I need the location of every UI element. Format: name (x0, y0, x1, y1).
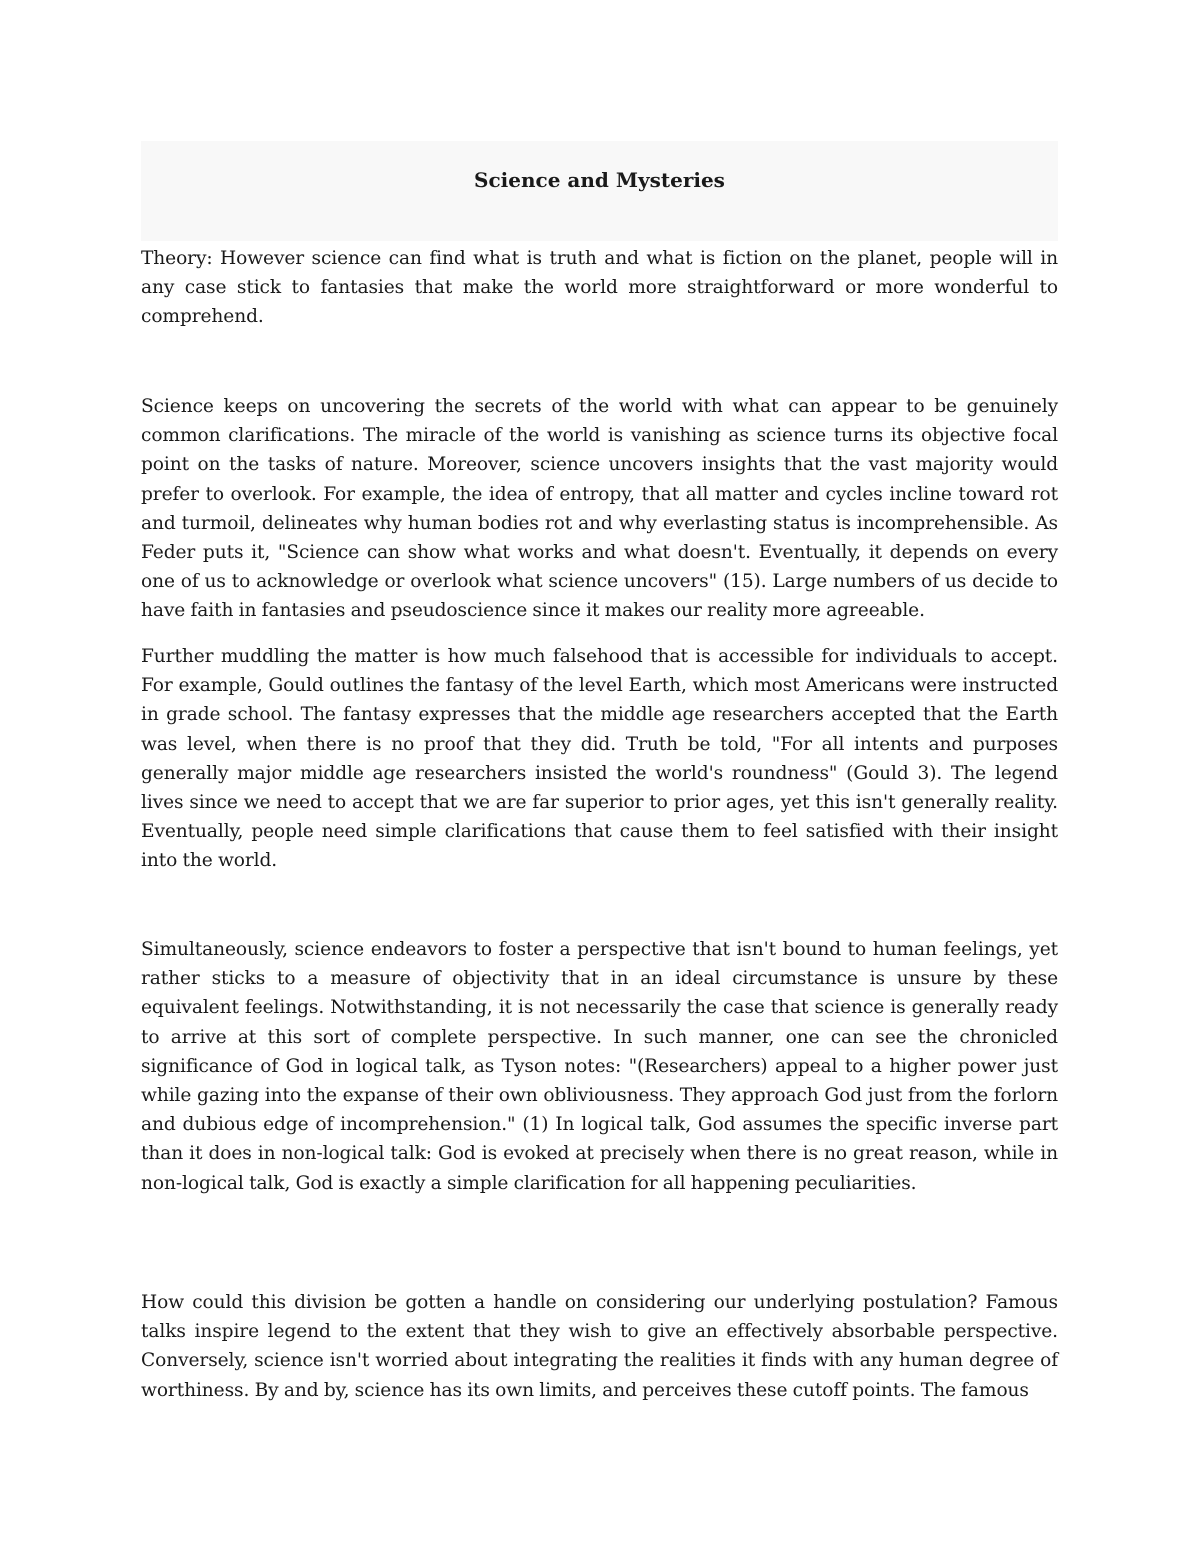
document-title: Science and Mysteries (474, 168, 725, 192)
paragraph-thesis: Theory: However science can find what is truth and what is fiction on the planet, people will in any case stick to fantasies that make the world more straightforward or more wonderful to comprehend. (141, 248, 1058, 328)
paragraph-division: How could this division be gotten a handle on considering our underlying postulation? Famous talks inspire legend to the extent that they wish to give an effectively absorbable perspective. Conversely, science isn't worried about integrating the realities it finds with any human degree of worthiness. By and by, science has its own limits, and perceives these cutoff points. The famous (141, 1292, 1058, 1401)
paragraph-science-secrets: Science keeps on uncovering the secrets of the world with what can appear to be genuinely common clarifications. The miracle of the world is vanishing as science turns its objective focal point on the tasks of nature. Moreover, science uncovers insights that the vast majority would prefer to overlook. For example, the idea of entropy, that all matter and cycles incline toward rot and turmoil, delineates why human bodies rot and why everlasting status is incomprehensible. As Feder puts it, "Science can show what works and what doesn't. Eventually, it depends on every one of us to acknowledge or overlook what science uncovers" (15). Large numbers of us decide to have faith in fantasies and pseudoscience since it makes our reality more agreeable. (141, 396, 1058, 622)
paragraph-falsehood: Further muddling the matter is how much falsehood that is accessible for individuals to accept. For example, Gould outlines the fantasy of the level Earth, which most Americans were instructed in grade school. The fantasy expresses that the middle age researchers accepted that the Earth was level, when there is no proof that they did. Truth be told, "For all intents and purposes generally major middle age researchers insisted the world's roundness" (Gould 3). The legend lives since we need to accept that we are far superior to prior ages, yet this isn't generally reality. Eventually, people need simple clarifications that cause them to feel satisfied with their insight into the world. (141, 646, 1058, 872)
title-band (141, 141, 1058, 241)
paragraph-objectivity: Simultaneously, science endeavors to foster a perspective that isn't bound to human feelings, yet rather sticks to a measure of objectivity that in an ideal circumstance is unsure by these equivalent feelings. Notwithstanding, it is not necessarily the case that science is generally ready to arrive at this sort of complete perspective. In such manner, one can see the chronicled significance of God in logical talk, as Tyson notes: "(Researchers) appeal to a higher power just while gazing into the expanse of their own obliviousness. They approach God just from the forlorn and dubious edge of incomprehension." (1) In logical talk, God assumes the specific inverse part than it does in non-logical talk: God is evoked at precisely when there is no great reason, while in non-logical talk, God is exactly a simple clarification for all happening peculiarities. (141, 939, 1058, 1194)
